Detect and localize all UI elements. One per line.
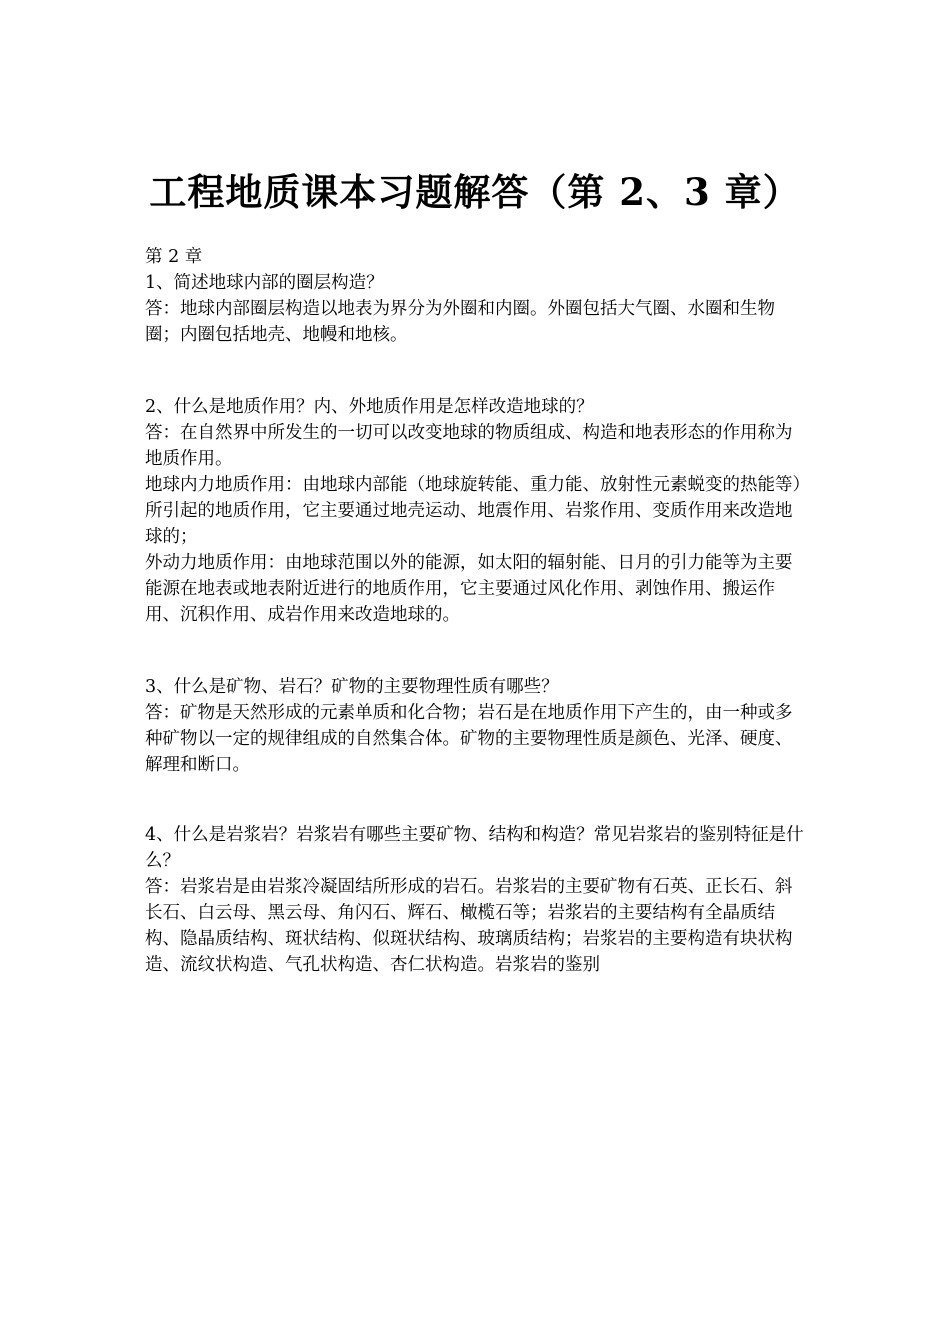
- answer-1: 答：地球内部圈层构造以地表为界分为外圈和内圈。外圈包括大气圈、水圈和生物圈；内圈包括地壳、地幔和地核。: [145, 299, 775, 345]
- section-spacer: [145, 348, 805, 394]
- answer-2-paragraph-3: 外动力地质作用：由地球范围以外的能源，如太阳的辐射能、日月的引力能等为主要能源在地表或地表附近进行的地质作用，它主要通过风化作用、剥蚀作用、搬运作用、沉积作用、成岩作用来改造地球的。: [145, 553, 793, 625]
- question-2: 2、什么是地质作用？内、外地质作用是怎样改造地球的？: [145, 397, 594, 417]
- answer-4: 答：岩浆岩是由岩浆冷凝固结所形成的岩石。岩浆岩的主要矿物有石英、正长石、斜长石、白云母、黑云母、角闪石、辉石、橄榄石等；岩浆岩的主要结构有全晶质结构、隐晶质结构、斑状结构、似斑状结构、玻璃质结构；岩浆岩的主要构造有块状构造、流纹状构造、气孔状构造、杏仁状构造。岩浆岩的鉴别: [145, 877, 793, 975]
- answer-2-paragraph-1: 答：在自然界中所发生的一切可以改变地球的物质组成、构造和地表形态的作用称为地质作用。: [145, 423, 793, 469]
- question-4: 4、什么是岩浆岩？岩浆岩有哪些主要矿物、结构和构造？常见岩浆岩的鉴别特征是什么？: [145, 825, 804, 871]
- document-title: 工程地质课本习题解答（第 2、3 章）: [149, 170, 801, 214]
- document-body: [145, 244, 805, 978]
- question-1: 1、简述地球内部的圈层构造？: [145, 273, 384, 293]
- answer-3: 答：矿物是天然形成的元素单质和化合物；岩石是在地质作用下产生的，由一种或多种矿物以一定的规律组成的自然集合体。矿物的主要物理性质是颜色、光泽、硬度、解理和断口。: [145, 703, 793, 775]
- question-3: 3、什么是矿物、岩石？矿物的主要物理性质有哪些？: [145, 677, 559, 697]
- section-spacer: [145, 778, 805, 822]
- chapter-heading: 第 2 章: [145, 247, 203, 267]
- section-spacer: [145, 628, 805, 674]
- answer-2-paragraph-2: 地球内力地质作用：由地球内部能（地球旋转能、重力能、放射性元素蜕变的热能等）所引起的地质作用，它主要通过地壳运动、地震作用、岩浆作用、变质作用来改造地球的；: [145, 475, 802, 547]
